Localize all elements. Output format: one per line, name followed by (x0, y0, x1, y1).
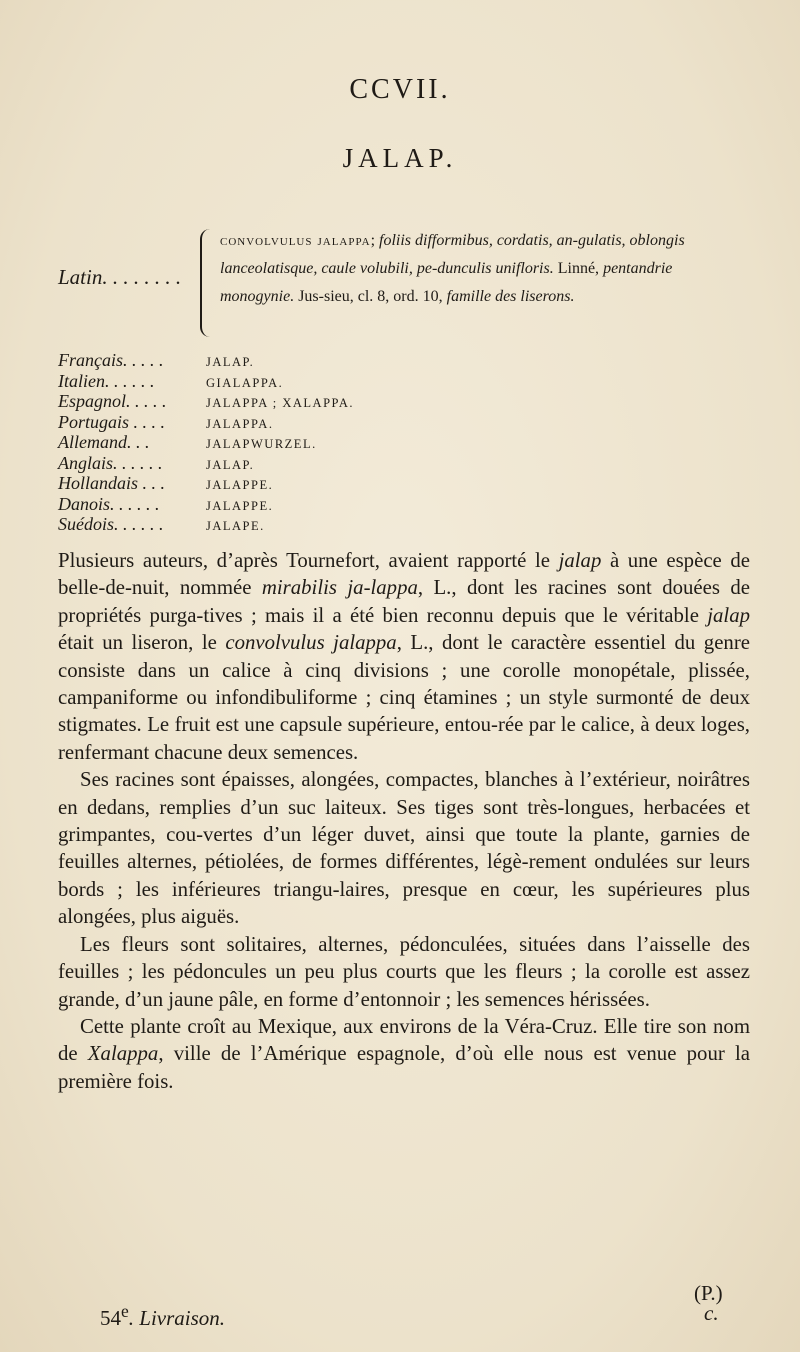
vernacular-names-list (58, 350, 458, 535)
latin-description-text: foliis difformibus, cordatis, an-gulatis, oblongis lanceolatisque, caule volubili, pe-dunculis unifloris. (220, 232, 685, 277)
vernacular-name: JALAPPA ; XALAPPA. (206, 396, 354, 410)
vernacular-row (58, 432, 458, 453)
vernacular-row (58, 391, 458, 412)
vernacular-language: Anglais. . . . . . (58, 452, 163, 473)
vernacular-row (58, 473, 458, 494)
body-text (58, 547, 750, 1095)
vernacular-language: Espagnol. . . . . (58, 391, 167, 411)
paragraph (58, 931, 750, 1013)
vernacular-name: JALAPPA. (206, 416, 274, 431)
vernacular-row (58, 494, 458, 515)
text-run: Plusieurs auteurs, d’après Tournefort, avaient rapporté le (58, 549, 559, 572)
signature-letter: c. (704, 1301, 719, 1325)
paragraph (58, 547, 750, 766)
vernacular-language: Allemand. . . (58, 432, 150, 452)
brace (200, 229, 210, 337)
italic-term: mirabilis ja-lappa (261, 576, 418, 600)
vernacular-language: Hollandais . . . (58, 473, 166, 493)
text-run: , L., dont le caractère essentiel du genre consiste dans un calice à cinq divisions ; une corolle monopétale, plissée, campaniforme ou infondibuliforme ; cinq étamines ; un style surmonté de deux stigmates. Le fruit est une capsule supérieure, entou-rée par le calice, à deux loges, renfermant chacune deux semences. (58, 631, 750, 764)
vernacular-name: JALAP. (206, 457, 255, 472)
vernacular-language: Suédois. . . . . . (58, 514, 164, 534)
vernacular-name: JALAPE. (206, 519, 265, 533)
text-run: Ses racines sont épaisses, alongées, compactes, blanches à l’extérieur, noirâtres en dedans, remplies d’un suc laiteux. Ses tiges sont très-longues, herbacées et grimpantes, cou-vertes d’un léger duvet, ainsi que toute la plante, garnies de feuilles alternes, pétiolées, de formes différentes, légè-rement ondulées sur leurs bords ; les inférieures triangu-laires, presque en cœur, les supérieures plus alongées, plus aiguës. (58, 768, 750, 929)
vernacular-row (58, 371, 458, 392)
latin-linne: Linné, (557, 260, 600, 277)
paragraph (58, 1013, 750, 1095)
text-run: était un liseron, le (58, 631, 226, 655)
vernacular-row (58, 350, 458, 371)
vernacular-name: JALAP. (206, 355, 255, 369)
vernacular-row (58, 453, 458, 474)
livraison-number: 54 (100, 1306, 121, 1330)
latin-system: pentandrie monogynie. (220, 260, 673, 305)
paragraph (58, 766, 750, 930)
page-title: JALAP. (342, 143, 458, 173)
latin-genus: convolvulus jalappa (220, 232, 371, 249)
vernacular-name: JALAPWURZEL. (206, 437, 317, 451)
livraison-sup: e (121, 1301, 129, 1321)
page-number: CCVII. (349, 74, 451, 105)
vernacular-language: Portugais . . . . (58, 411, 166, 432)
vernacular-row (58, 514, 458, 535)
text-run: , ville de l’Amérique espagnole, d’où elle nous est venue pour la première fois. (58, 1042, 750, 1093)
italic-term: convolvulus jalappa (225, 631, 397, 655)
latin-description: convolvulus jalappa; foliis difformibus, cordatis, an-gulatis, oblongis lanceolatisque, caule volubili, pe-dunculis unifloris. Linné, pentandrie monogynie. Jus-sieu, cl. 8, ord. 10, famille des liserons. (220, 232, 685, 305)
text-run: à une espèce de belle-de-nuit, nommée (58, 549, 750, 600)
vernacular-name: JALAPPE. (206, 478, 274, 492)
latin-name-block (58, 227, 748, 345)
text-run: Les fleurs sont solitaires, alternes, pédonculées, situées dans l’aisselle des feuilles ; les pédoncules un peu plus courts que les fleurs ; la corolle est assez grande, d’un jaune pâle, en forme d’entonnoir ; les semences hérissées. (58, 932, 750, 1011)
latin-label: Latin. . . . . . . . (58, 265, 182, 289)
italic-term: jalap (558, 549, 602, 572)
vernacular-language: Italien. . . . . . (58, 370, 155, 391)
latin-jussieu: Jus-sieu, cl. 8, ord. 10, (298, 288, 443, 305)
vernacular-name: JALAPPE. (206, 498, 274, 513)
author-mark: (P.) (694, 1281, 723, 1305)
footer (0, 1281, 800, 1330)
vernacular-name: GIALAPPA. (206, 375, 284, 390)
vernacular-language: Danois. . . . . . (58, 493, 160, 514)
text-run: , L., dont les racines sont douées de propriétés purga-tives ; mais il a été bien reconnu depuis que le véritable (58, 576, 750, 627)
vernacular-row (58, 412, 458, 433)
livraison (100, 1301, 225, 1331)
latin-famille: famille des liserons. (446, 288, 575, 305)
livraison-label: . Livraison. (128, 1306, 226, 1330)
text-run: Cette plante croît au Mexique, aux environs de la Véra-Cruz. Elle tire son nom de (58, 1014, 750, 1066)
vernacular-language: Français. . . . . (58, 350, 164, 370)
italic-term: Xalappa (87, 1042, 159, 1066)
italic-term: jalap (707, 603, 750, 627)
